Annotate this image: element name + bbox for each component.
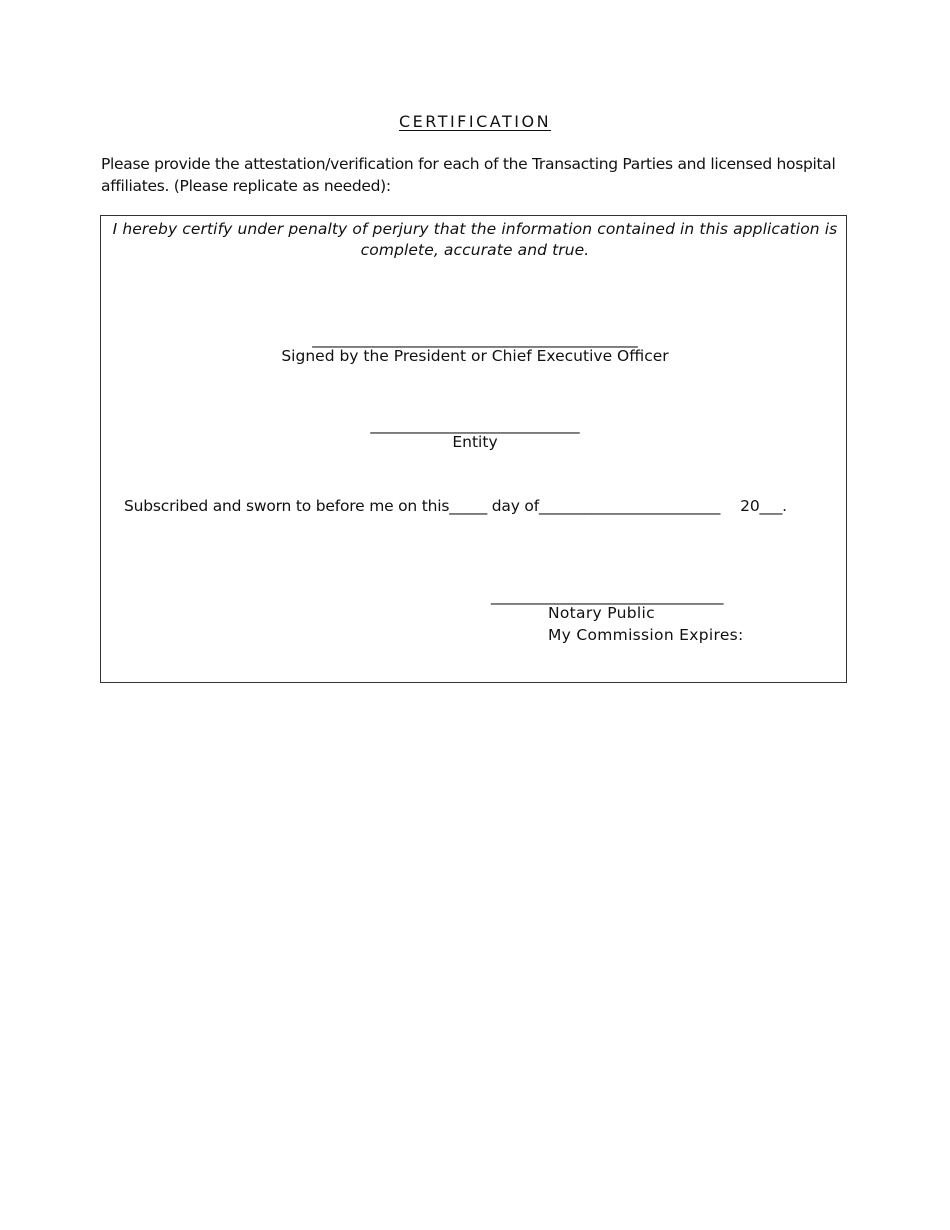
- sworn-statement: [124, 497, 787, 515]
- day-blank[interactable]: _____: [449, 497, 488, 515]
- signature-line[interactable]: __________________________________________: [312, 330, 638, 348]
- month-blank[interactable]: ________________________: [538, 497, 721, 515]
- intro-paragraph: Please provide the attestation/verification for each of the Transacting Parties and licensed hospital affiliates. (Please replicate as needed):: [101, 155, 836, 195]
- entity-label: Entity: [452, 433, 498, 451]
- day-of-text: day of: [487, 497, 539, 515]
- signature-label: Signed by the President or Chief Executive Officer: [281, 347, 669, 365]
- year-field[interactable]: 20___.: [740, 497, 787, 515]
- commission-expires-label: My Commission Expires:: [548, 626, 744, 644]
- notary-signature-line[interactable]: ______________________________: [491, 587, 724, 605]
- attestation-statement: I hereby certify under penalty of perjury that the information contained in this application is complete, accurate and true.: [112, 220, 838, 259]
- notary-public-label: Notary Public: [548, 604, 655, 622]
- page-title: CERTIFICATION: [398, 112, 552, 131]
- entity-line[interactable]: ___________________________: [370, 416, 580, 434]
- sworn-prefix: Subscribed and sworn to before me on this: [124, 497, 450, 515]
